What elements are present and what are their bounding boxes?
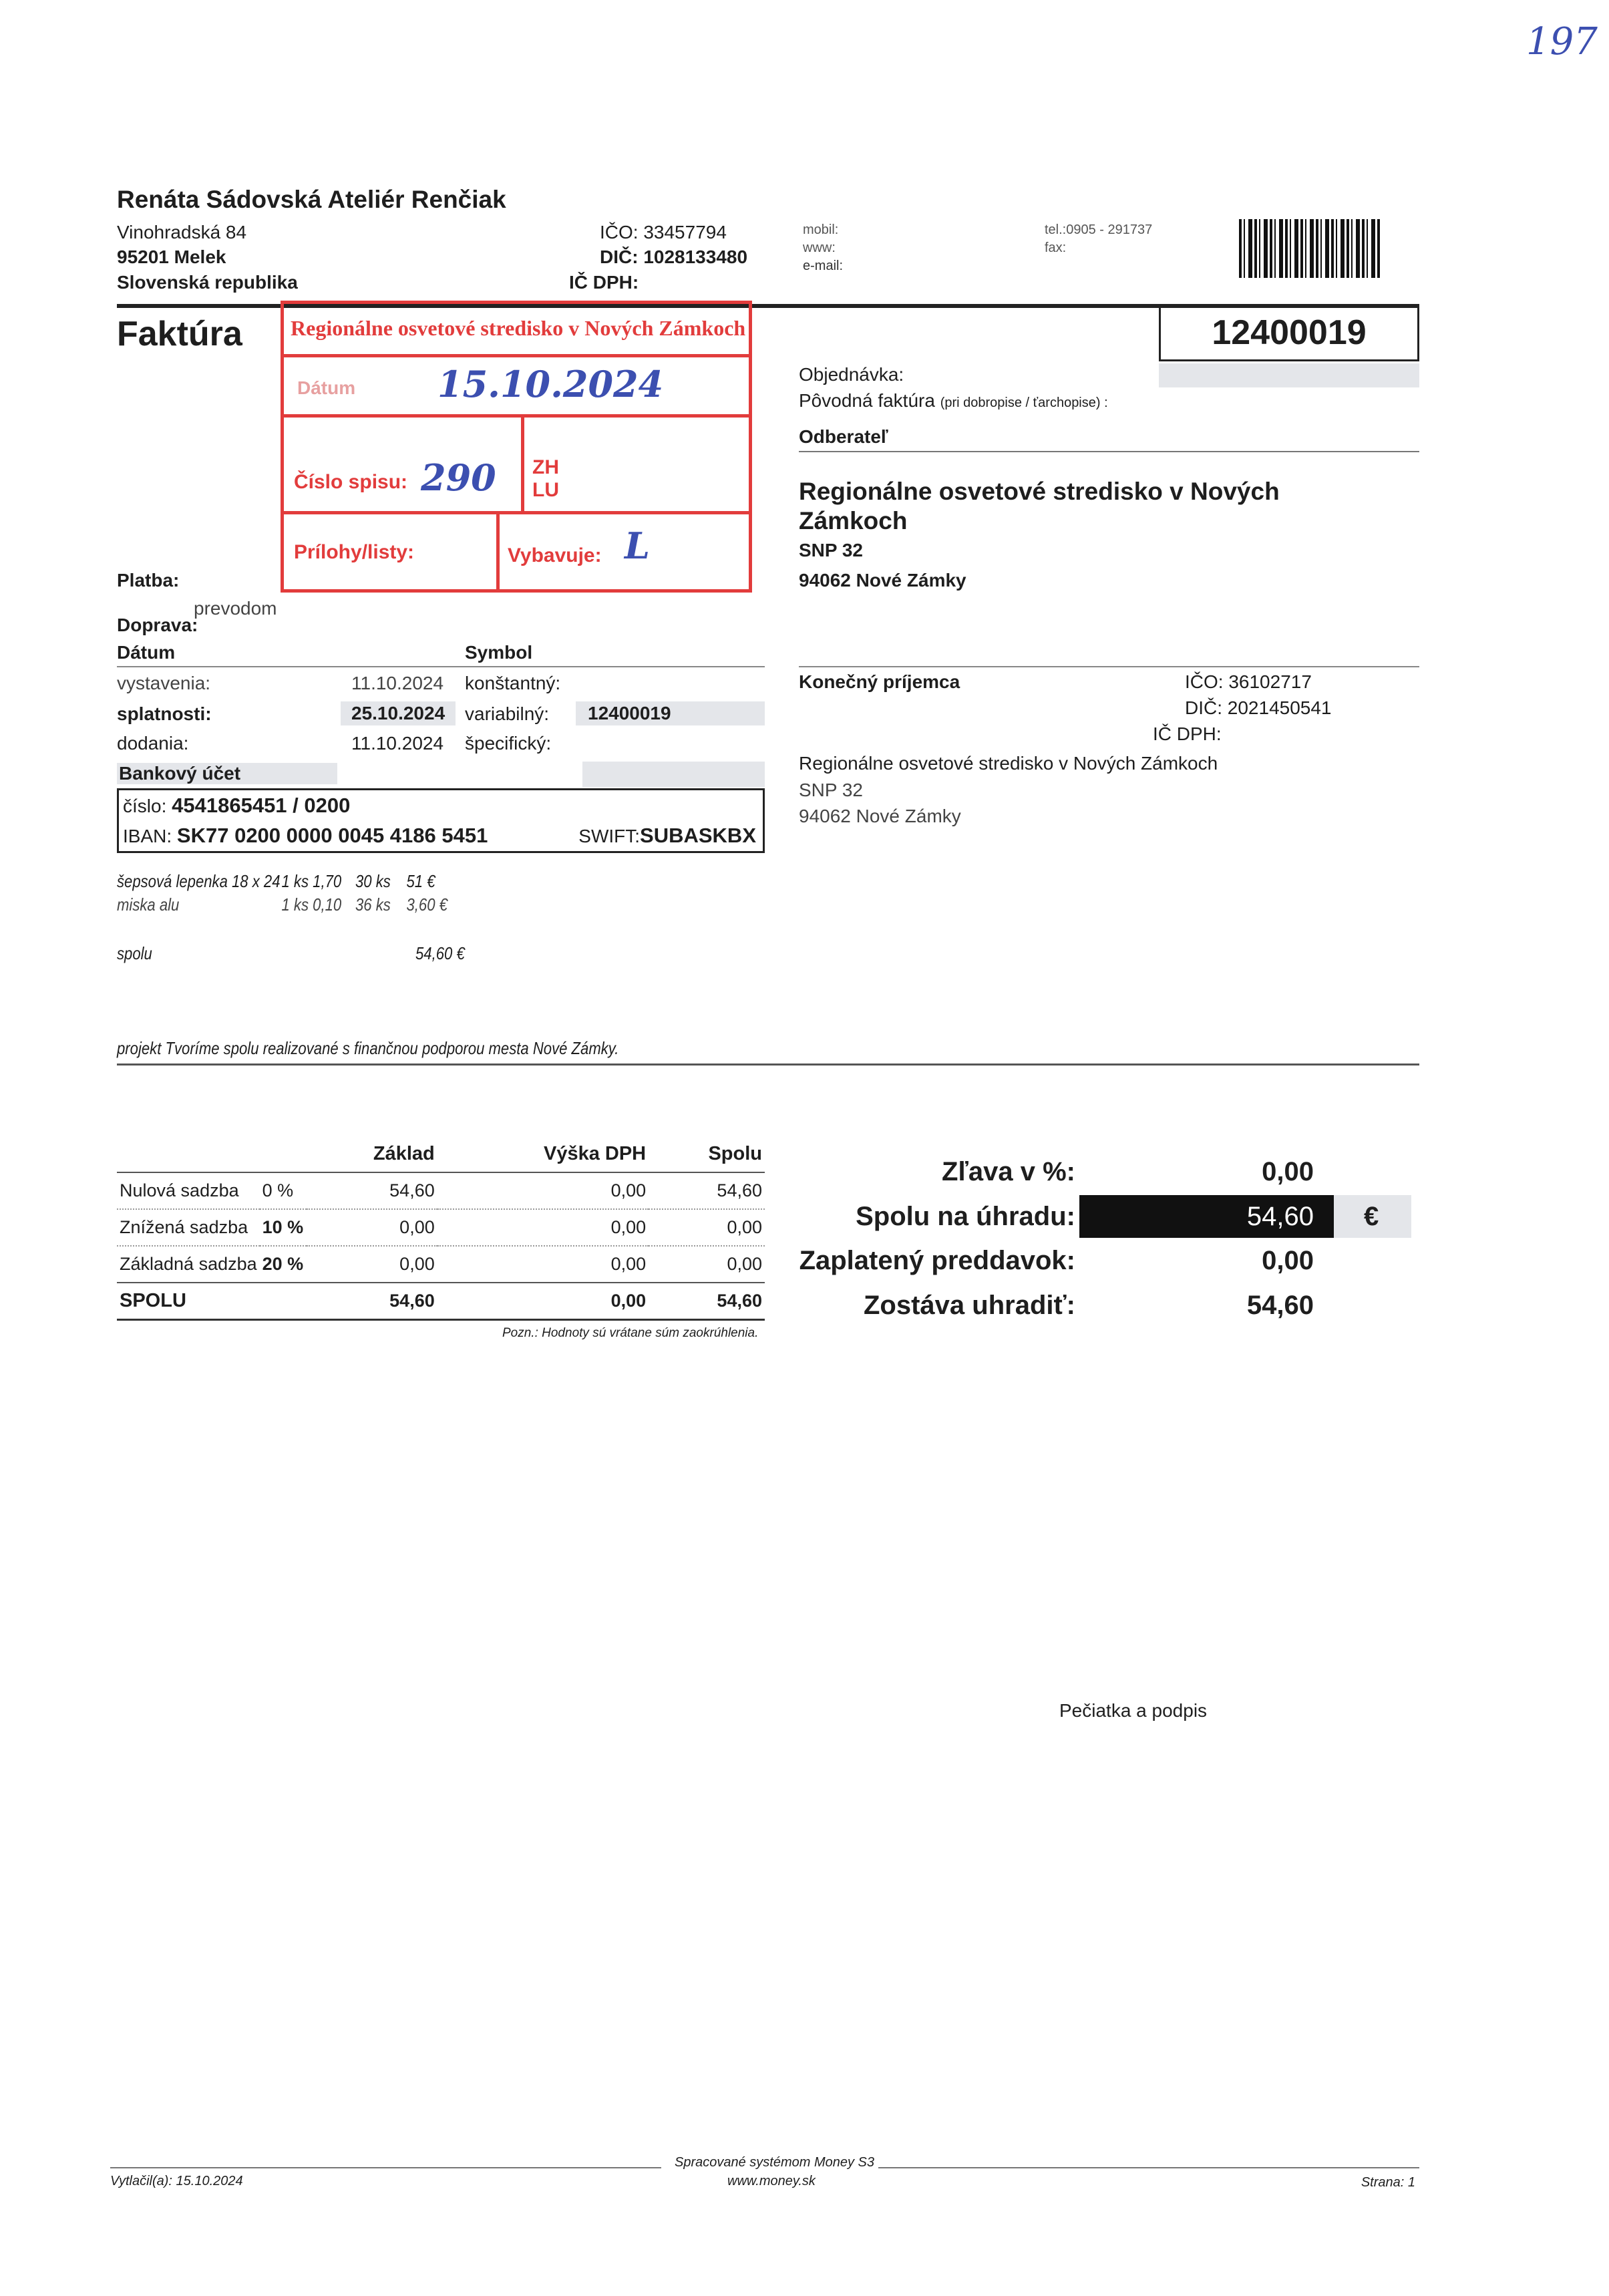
supplier-country: Slovenská republika	[117, 272, 298, 293]
divider	[117, 1063, 1419, 1065]
vat-rate: 10 %	[260, 1209, 307, 1246]
symbol-label: špecifický:	[465, 733, 552, 754]
supplier-name: Renáta Sádovská Ateliér Renčiak	[117, 186, 506, 213]
vat-rate: 20 %	[260, 1246, 307, 1283]
vat-header: Spolu	[649, 1136, 765, 1172]
recipient-street: SNP 32	[799, 780, 863, 800]
due-value: 54,60	[1246, 1202, 1314, 1231]
recipient-dic: DIČ: 2021450541	[1185, 697, 1332, 718]
supplier-city: 95201 Melek	[117, 247, 226, 267]
due-label: Spolu na úhradu:	[856, 1202, 1075, 1231]
divider	[799, 451, 1419, 452]
stamp-date-label: Dátum	[297, 377, 356, 398]
stamp-attachments-label: Prílohy/listy:	[294, 541, 415, 563]
stamp-date-value: 15.10.2024	[437, 363, 664, 405]
dates-header: Dátum	[117, 642, 176, 663]
item-row	[117, 894, 448, 915]
bank-number: 4541865451 / 0200	[172, 794, 351, 817]
vat-total: 54,60	[649, 1172, 765, 1209]
customer-street: SNP 32	[799, 540, 863, 560]
vat-row	[117, 1246, 765, 1283]
item-row	[117, 871, 435, 892]
date-label: vystavenia:	[117, 673, 211, 693]
item-unit-price: 1 ks 1,70	[281, 871, 342, 891]
vat-label: Základná sadzba	[117, 1246, 260, 1283]
vat-header-empty	[117, 1136, 260, 1172]
bank-number-label: číslo:	[123, 796, 167, 816]
items-total: 54,60 €	[415, 943, 465, 963]
stamp-handled-label: Vybavuje:	[508, 544, 602, 566]
iban-label: IBAN:	[123, 826, 172, 846]
vat-sum-label: SPOLU	[117, 1283, 260, 1319]
vat-sum-empty	[260, 1283, 307, 1319]
vat-sum-row	[117, 1283, 765, 1319]
transport-label: Doprava:	[117, 615, 198, 635]
bank-box	[117, 788, 765, 853]
supplier-tel: tel.:0905 - 291737	[1045, 222, 1153, 237]
stamp-lu: LU	[532, 479, 559, 501]
specific-symbol-shade	[582, 762, 765, 787]
vat-total: 0,00	[649, 1209, 765, 1246]
divider	[117, 666, 765, 667]
iban: SK77 0200 0000 0045 4186 5451	[176, 824, 488, 847]
signature-label: Pečiatka a podpis	[1059, 1700, 1208, 1721]
discount-value: 0,00	[1262, 1157, 1314, 1186]
supplier-mobil: mobil:	[803, 222, 839, 237]
vat-base: 54,60	[307, 1172, 437, 1209]
vat-rate: 0 %	[260, 1172, 307, 1209]
item-total: 3,60 €	[406, 894, 448, 915]
supplier-fax: fax:	[1045, 240, 1067, 255]
supplier-email: e-mail:	[803, 259, 844, 273]
vat-label: Nulová sadzba	[117, 1172, 260, 1209]
vat-header: Výška DPH	[437, 1136, 649, 1172]
item-name: miska alu	[117, 894, 180, 915]
footer-line	[110, 2167, 661, 2168]
date-value: 11.10.2024	[351, 673, 444, 693]
vat-base: 0,00	[307, 1209, 437, 1246]
footer-system: Spracované systémom Money S3	[675, 2155, 875, 2170]
barcode	[1239, 219, 1381, 278]
customer-name-1: Regionálne osvetové stredisko v Nových	[799, 478, 1280, 505]
stamp-file-label: Číslo spisu:	[294, 471, 408, 493]
remaining-value: 54,60	[1246, 1291, 1314, 1320]
remaining-label: Zostáva uhradiť:	[864, 1291, 1075, 1320]
payment-value: prevodom	[194, 598, 277, 619]
discount-label: Zľava v %:	[942, 1157, 1075, 1186]
symbol-label: konštantný:	[465, 673, 561, 693]
vat-sum-amount: 0,00	[437, 1283, 649, 1319]
stamp-file-value: 290	[421, 456, 496, 499]
item-qty: 36 ks	[355, 894, 391, 915]
item-name: šepsová lepenka 18 x 24	[117, 871, 281, 891]
date-label: splatnosti:	[117, 703, 212, 724]
vat-table	[117, 1136, 765, 1321]
supplier-ico: IČO: 33457794	[600, 222, 727, 242]
footer-url: www.money.sk	[727, 2174, 816, 2188]
vat-sum-total: 54,60	[649, 1283, 765, 1319]
stamp-divider	[284, 354, 749, 357]
item-qty: 30 ks	[355, 871, 391, 891]
stamp-zh: ZH	[532, 456, 559, 478]
recipient-city: 94062 Nové Zámky	[799, 806, 961, 826]
registry-stamp	[281, 301, 752, 593]
original-invoice-label: Pôvodná faktúra	[799, 390, 935, 411]
invoice-number: 12400019	[1159, 306, 1419, 361]
customer-city: 94062 Nové Zámky	[799, 570, 966, 591]
stamp-handled-value: L	[624, 524, 650, 567]
date-value-due: 25.10.2024	[341, 701, 456, 725]
currency: €	[1334, 1195, 1411, 1238]
vat-amount: 0,00	[437, 1209, 649, 1246]
footer-line	[878, 2167, 1419, 2168]
stamp-divider	[284, 511, 749, 514]
item-total: 51 €	[406, 871, 435, 891]
vat-label: Znížená sadzba	[117, 1209, 260, 1246]
handwritten-page-number: 197	[1526, 20, 1598, 63]
symbol-label: variabilný:	[465, 703, 550, 724]
vat-note: Pozn.: Hodnoty sú vrátane súm zaokrúhlenia.	[502, 1326, 759, 1340]
vat-header-empty	[260, 1136, 307, 1172]
customer-label: Odberateľ	[799, 426, 888, 447]
recipient-name: Regionálne osvetové stredisko v Nových Zámkoch	[799, 753, 1218, 774]
order-label: Objednávka:	[799, 364, 904, 385]
variable-symbol: 12400019	[576, 701, 765, 725]
vat-header: Základ	[307, 1136, 437, 1172]
swift: SUBASKBX	[640, 824, 756, 847]
advance-value: 0,00	[1262, 1246, 1314, 1275]
bank-header: Bankový účet	[117, 763, 337, 784]
supplier-dic: DIČ: 1028133480	[600, 247, 748, 267]
recipient-label: Konečný príjemca	[799, 671, 960, 692]
items-total-label: spolu	[117, 943, 152, 963]
vat-base: 0,00	[307, 1246, 437, 1283]
vat-row	[117, 1209, 765, 1246]
divider	[799, 666, 1419, 667]
customer-name-2: Zámkoch	[799, 507, 908, 534]
vat-row	[117, 1172, 765, 1209]
vat-total: 0,00	[649, 1246, 765, 1283]
stamp-header: Regionálne osvetové stredisko v Nových Zámkoch	[291, 316, 746, 340]
stamp-divider	[496, 511, 500, 591]
page-number: Strana: 1	[1361, 2175, 1415, 2190]
supplier-www: www:	[803, 240, 836, 255]
supplier-ic-dph: IČ DPH:	[569, 272, 639, 293]
printed-date: Vytlačil(a): 15.10.2024	[110, 2174, 243, 2188]
symbols-header: Symbol	[465, 642, 533, 663]
vat-amount: 0,00	[437, 1246, 649, 1283]
project-note: projekt Tvoríme spolu realizované s finančnou podporou mesta Nové Zámky.	[117, 1038, 619, 1058]
payment-label: Platba:	[117, 570, 180, 591]
vat-amount: 0,00	[437, 1172, 649, 1209]
date-value: 11.10.2024	[351, 733, 444, 754]
recipient-ico: IČO: 36102717	[1185, 671, 1312, 692]
advance-label: Zaplatený preddavok:	[799, 1246, 1075, 1275]
vat-sum-base: 54,60	[307, 1283, 437, 1319]
swift-label: SWIFT:	[578, 826, 641, 846]
invoice-number-shade	[1159, 363, 1419, 387]
stamp-divider	[284, 414, 749, 418]
stamp-divider	[521, 414, 524, 511]
supplier-street: Vinohradská 84	[117, 222, 247, 242]
date-label: dodania:	[117, 733, 189, 754]
item-unit-price: 1 ks 0,10	[281, 894, 342, 915]
doc-title: Faktúra	[117, 315, 242, 353]
original-invoice-note: (pri dobropise / ťarchopise) :	[940, 395, 1108, 410]
recipient-ic-dph: IČ DPH:	[1153, 723, 1222, 744]
